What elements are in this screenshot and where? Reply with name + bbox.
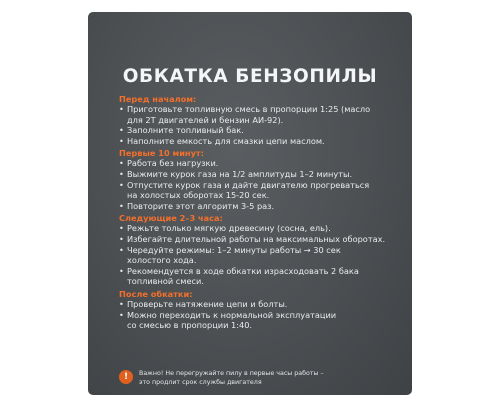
list-item: • Отпустите курок газа и дайте двигателю прогреваться на холостых оборотах 15-20 сек.	[119, 180, 404, 201]
list-item: • Чередуйте режимы: 1–2 минуты работы → 30 сек холостого хода.	[119, 245, 404, 266]
section-heading-before-start: Перед началом:	[119, 94, 197, 104]
list-item: • Приготовьте топливную смесь в пропорции 1:25 (масло для 2Т двигателей и бензин АИ-92).	[119, 104, 404, 125]
list-item: • Работа без нагрузки.	[119, 158, 404, 169]
section-list-before-start	[119, 104, 404, 146]
section-heading-next-2-3-hours: Следующие 2–3 часа:	[119, 213, 223, 224]
warning-text: Важно! Не перегружайте пилу в первые часы работы – это продлит срок службы двигателя	[139, 370, 324, 386]
list-item: • Можно переходить к нормальной эксплуатации со смесью в пропорции 1:40.	[119, 310, 404, 331]
section-list-after-break-in	[119, 299, 404, 331]
page-title: ОБКАТКА БЕНЗОПИЛЫ	[122, 66, 378, 87]
section-list-next-2-3-hours	[119, 223, 404, 287]
list-item: • Избегайте длительной работы на максимальных оборотах.	[119, 234, 404, 245]
list-item: • Повторите этот алгоритм 3-5 раз.	[119, 201, 404, 212]
list-item: • Режьте только мягкую древесину (сосна, ель).	[119, 223, 404, 234]
section-heading-after-break-in: После обкатки:	[119, 288, 193, 299]
instruction-card	[88, 12, 412, 395]
list-item: • Проверьте натяжение цепи и болты.	[119, 299, 404, 310]
section-heading-first-10-minutes: Первые 10 минут:	[119, 148, 204, 159]
warning-icon: !	[119, 370, 133, 384]
warning-notice	[119, 369, 324, 387]
list-item: • Выжмите курок газа на 1/2 амплитуды 1–2 минуты.	[119, 169, 404, 180]
list-item: • Заполните топливный бак.	[119, 125, 404, 136]
instructions-content	[119, 94, 404, 331]
section-list-first-10-minutes	[119, 158, 404, 211]
list-item: • Рекомендуется в ходе обкатки израсходовать 2 бака топливной смеси.	[119, 266, 404, 287]
list-item: • Наполните емкость для смазки цепи маслом.	[119, 136, 404, 147]
